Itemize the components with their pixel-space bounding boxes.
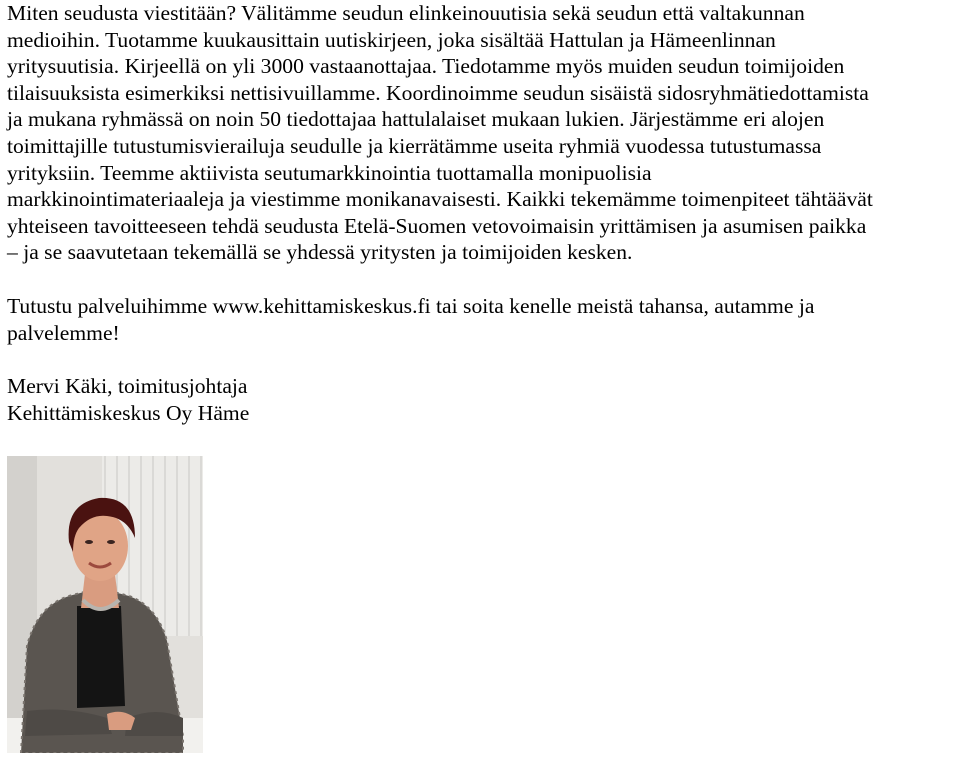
paragraph-line: yritysuutisia. Kirjeellä on yli 3000 vastaanottajaa. Tiedotamme myös muiden seudun toimijoiden: [7, 54, 845, 79]
paragraph-communication: [7, 0, 957, 266]
paragraph-line: ja mukana ryhmässä on noin 50 tiedottajaa hattulalaiset mukaan lukien. Järjestämme eri alojen: [7, 107, 825, 132]
paragraph-line: Tutustu palveluihimme www.kehittamiskeskus.fi tai soita kenelle meistä tahansa, autamme ja: [7, 293, 815, 318]
left-eye: [85, 540, 93, 544]
paragraph-line: palvelemme!: [7, 320, 120, 345]
paragraph-line: yrityksiin. Teemme aktiivista seutumarkkinointia tuottamalla monipuolisia: [7, 160, 652, 185]
signature-name-title: Mervi Käki, toimitusjohtaja: [7, 374, 248, 399]
paragraph-line: yhteiseen tavoitteeseen tehdä seudusta Etelä-Suomen vetovoimaisin yrittämisen ja asumisen paikka: [7, 213, 867, 238]
black-top: [77, 606, 125, 708]
document-body: [7, 0, 957, 426]
portrait-illustration: [7, 456, 203, 753]
paragraph-line: Miten seudusta viestitään? Välitämme seudun elinkeinouutisia sekä seudun että valtakunnan: [7, 1, 805, 25]
signature-block: [7, 373, 957, 426]
paragraph-line: medioihin. Tuotamme kuukausittain uutiskirjeen, joka sisältää Hattulan ja Hämeenlinnan: [7, 27, 776, 52]
paragraph-gap: [7, 266, 957, 293]
paragraph-line: – ja se saavutetaan tekemällä se yhdessä yritysten ja toimijoiden kesken.: [7, 240, 633, 265]
right-eye: [107, 540, 115, 544]
portrait-photo: [7, 456, 203, 753]
paragraph-line: tilaisuuksista esimerkiksi nettisivuillamme. Koordinoimme seudun sisäistä sidosryhmätiedottamista: [7, 80, 869, 105]
paragraph-line: toimittajille tutustumisvierailuja seudulle ja kierrätämme useita ryhmiä vuodessa tutustumassa: [7, 133, 822, 158]
paragraph-line: markkinointimateriaaleja ja viestimme monikanavaisesti. Kaikki tekemämme toimenpiteet tähtäävät: [7, 187, 873, 212]
signature-organization: Kehittämiskeskus Oy Häme: [7, 400, 250, 425]
paragraph-gap: [7, 346, 957, 373]
paragraph-services: [7, 293, 957, 346]
